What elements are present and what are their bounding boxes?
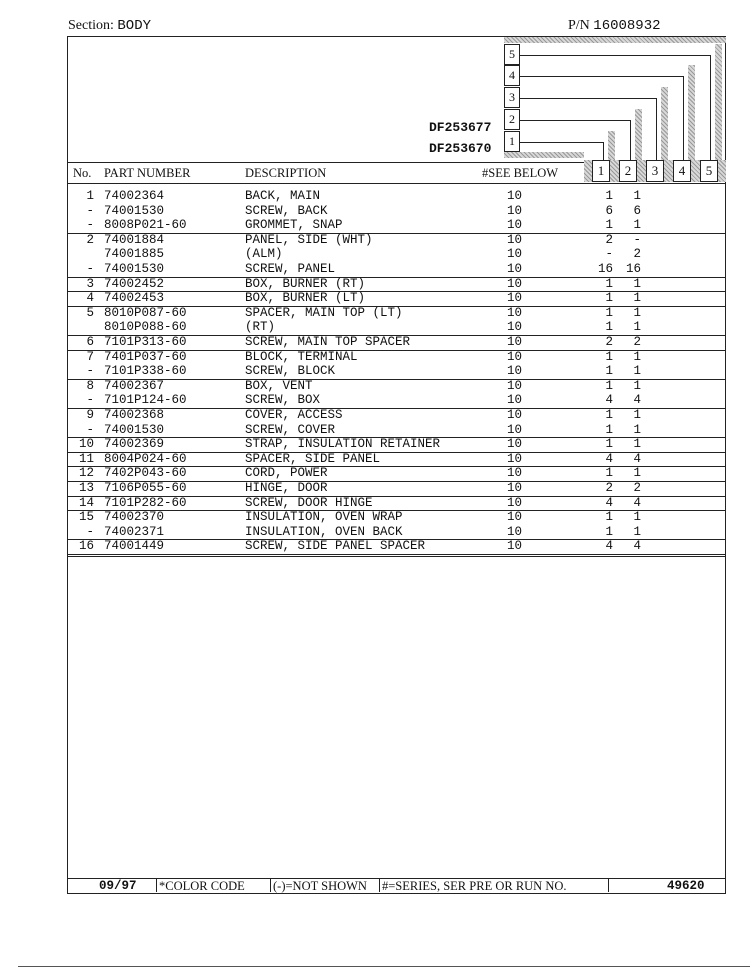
series-2-qty: 1: [633, 510, 641, 525]
series-1-qty: 1: [605, 276, 613, 291]
table-row: [67, 452, 726, 468]
model-box-5: 5: [504, 44, 520, 65]
item-number: -: [86, 218, 94, 233]
footer-color-code: *COLOR CODE: [159, 879, 245, 893]
table-row: [67, 481, 726, 497]
part-number: 8010P087-60: [104, 305, 187, 320]
series-2-qty: 1: [633, 378, 641, 393]
see-below: 10: [507, 481, 523, 495]
see-below: 10: [507, 510, 523, 525]
table-row: [67, 291, 726, 307]
series-2-qty: 4: [633, 451, 641, 466]
part-number: 7401P037-60: [104, 349, 187, 364]
see-below: 10: [507, 335, 523, 349]
table-row: [67, 525, 726, 541]
description: GROMMET, SNAP: [245, 218, 343, 233]
description: SCREW, COVER: [245, 422, 336, 437]
see-below: 10: [507, 276, 523, 291]
description: (RT): [245, 320, 276, 335]
col-no: No.: [73, 166, 92, 180]
see-below: 10: [507, 437, 523, 452]
see-below: 10: [507, 262, 523, 276]
description: CORD, POWER: [245, 466, 328, 481]
part-number: 7402P043-60: [104, 466, 187, 481]
item-number: 12: [78, 466, 94, 481]
description: SCREW, MAIN TOP SPACER: [245, 335, 411, 349]
description: (ALM): [245, 247, 283, 262]
description: SCREW, DOOR HINGE: [245, 495, 373, 510]
description: BOX, BURNER (RT): [245, 276, 366, 291]
table-row: [67, 262, 726, 278]
see-below: 10: [507, 539, 523, 554]
description: COVER, ACCESS: [245, 408, 343, 422]
see-below: 10: [507, 232, 523, 247]
section-heading: [68, 18, 151, 34]
series-2-qty: 1: [633, 422, 641, 437]
series-1-qty: 1: [605, 305, 613, 320]
see-below: 10: [507, 451, 523, 466]
item-number: -: [86, 262, 94, 276]
series-1-qty: 2: [605, 232, 613, 247]
part-number: 74001885: [104, 247, 165, 262]
description: BACK, MAIN: [245, 189, 321, 203]
series-2-qty: 4: [633, 495, 641, 510]
series-2-qty: 1: [633, 276, 641, 291]
series-1-qty: 2: [605, 335, 613, 349]
see-below: 10: [507, 291, 523, 306]
series-1-qty: 1: [605, 524, 613, 539]
item-number: 11: [78, 451, 94, 466]
page-bottom-rule: [18, 966, 750, 967]
col-see-below: #SEE BELOW: [482, 166, 559, 180]
series-1-qty: 1: [605, 437, 613, 452]
series-1-qty: 4: [605, 451, 613, 466]
model-label-1: DF253677: [429, 120, 492, 135]
see-below: 10: [507, 320, 523, 335]
series-2-qty: 2: [633, 247, 641, 262]
series-1-qty: 1: [605, 364, 613, 379]
part-number: 74002367: [104, 378, 165, 393]
series-2-qty: 4: [633, 393, 641, 408]
series-2-qty: 6: [633, 203, 641, 218]
col-description: DESCRIPTION: [245, 166, 327, 180]
series-2-qty: 1: [633, 364, 641, 379]
series-2-qty: 2: [633, 481, 641, 495]
item-number: 8: [86, 378, 94, 393]
see-below: 10: [507, 378, 523, 393]
footer-date: 09/97: [99, 879, 137, 893]
table-row: [67, 189, 726, 204]
series-header-1: 1: [592, 160, 610, 182]
description: STRAP, INSULATION RETAINER: [245, 437, 441, 452]
item-number: -: [86, 364, 94, 379]
series-header-2: 2: [619, 160, 637, 182]
model-box-1: 1: [504, 131, 520, 152]
item-number: 4: [86, 291, 94, 306]
description: BOX, BURNER (LT): [245, 291, 366, 306]
item-number: -: [86, 524, 94, 539]
series-2-qty: -: [633, 232, 641, 247]
series-1-qty: 4: [605, 539, 613, 554]
table-row: [67, 466, 726, 482]
item-number: 3: [86, 276, 94, 291]
series-1-qty: 2: [605, 481, 613, 495]
part-number: 8004P024-60: [104, 451, 187, 466]
series-2-qty: 1: [633, 524, 641, 539]
table-row: [67, 277, 726, 293]
see-below: 10: [507, 495, 523, 510]
series-1-qty: 1: [605, 218, 613, 233]
series-1-qty: 1: [605, 466, 613, 481]
series-1-qty: 1: [605, 378, 613, 393]
description: BLOCK, TERMINAL: [245, 349, 358, 364]
part-number: 74002369: [104, 437, 165, 452]
series-1-qty: 4: [605, 393, 613, 408]
see-below: 10: [507, 218, 523, 233]
series-2-qty: 2: [633, 335, 641, 349]
series-1-qty: 1: [605, 510, 613, 525]
description: SCREW, BLOCK: [245, 364, 336, 379]
item-number: 9: [86, 408, 94, 422]
model-label-2: DF253670: [429, 141, 492, 156]
part-number: 74002453: [104, 291, 165, 306]
table-row: [67, 496, 726, 512]
footer-series-note: #=SERIES, SER PRE OR RUN NO.: [382, 879, 567, 893]
series-1-qty: 6: [605, 203, 613, 218]
item-number: -: [86, 393, 94, 408]
series-header-3: 3: [646, 160, 664, 182]
series-2-qty: 1: [633, 218, 641, 233]
see-below: 10: [507, 203, 523, 218]
part-number: 74002364: [104, 189, 165, 203]
part-number: 8008P021-60: [104, 218, 187, 233]
description: INSULATION, OVEN BACK: [245, 524, 403, 539]
table-row: [67, 393, 726, 409]
description: HINGE, DOOR: [245, 481, 328, 495]
table-row: [67, 539, 726, 555]
see-below: 10: [507, 466, 523, 481]
item-number: 2: [86, 232, 94, 247]
table-row: [67, 364, 726, 380]
table-row: [67, 233, 726, 248]
see-below: 10: [507, 393, 523, 408]
description: SCREW, BACK: [245, 203, 328, 218]
item-number: 13: [78, 481, 94, 495]
part-number: 74002371: [104, 524, 165, 539]
series-1-qty: 4: [605, 495, 613, 510]
part-number: 74002452: [104, 276, 165, 291]
table-row: [67, 247, 726, 262]
part-number: 7106P055-60: [104, 481, 187, 495]
series-1-qty: 1: [605, 422, 613, 437]
series-1-qty: 16: [597, 262, 613, 276]
see-below: 10: [507, 422, 523, 437]
series-1-qty: 1: [605, 320, 613, 335]
footer-page-number: 49620: [667, 879, 705, 893]
description: PANEL, SIDE (WHT): [245, 232, 373, 247]
see-below: 10: [507, 408, 523, 422]
item-number: -: [86, 203, 94, 218]
part-number: 74001530: [104, 203, 165, 218]
part-number-heading: [568, 18, 661, 34]
item-number: 5: [86, 305, 94, 320]
model-box-4: 4: [504, 65, 520, 86]
item-number: 16: [78, 539, 94, 554]
series-header-5: 5: [700, 160, 718, 182]
part-number: 8010P088-60: [104, 320, 187, 335]
series-1-qty: 1: [605, 189, 613, 203]
series-2-qty: 1: [633, 189, 641, 203]
pn-value: 16008932: [593, 18, 661, 34]
description: SCREW, BOX: [245, 393, 321, 408]
series-1-qty: 1: [605, 349, 613, 364]
part-number: 7101P282-60: [104, 495, 187, 510]
table-row: [67, 423, 726, 439]
series-2-qty: 4: [633, 539, 641, 554]
model-box-2: 2: [504, 109, 520, 130]
description: BOX, VENT: [245, 378, 313, 393]
item-number: 14: [78, 495, 94, 510]
table-row: [67, 350, 726, 365]
part-number: 74002370: [104, 510, 165, 525]
table-row: [67, 408, 726, 423]
series-header-4: 4: [673, 160, 691, 182]
description: SPACER, SIDE PANEL: [245, 451, 381, 466]
see-below: 10: [507, 524, 523, 539]
item-number: 7: [86, 349, 94, 364]
model-box-3: 3: [504, 87, 520, 108]
see-below: 10: [507, 305, 523, 320]
table-row: [67, 218, 726, 234]
item-number: 1: [86, 189, 94, 203]
part-number: 74002368: [104, 408, 165, 422]
part-number: 74001884: [104, 232, 165, 247]
series-1-qty: 1: [605, 291, 613, 306]
part-number: 7101P313-60: [104, 335, 187, 349]
table-row: [67, 379, 726, 394]
table-row: [67, 437, 726, 453]
part-number: 74001530: [104, 422, 165, 437]
col-part-number: PART NUMBER: [104, 166, 191, 180]
table-row: [67, 335, 726, 351]
description: SCREW, PANEL: [245, 262, 336, 276]
see-below: 10: [507, 189, 523, 203]
description: INSULATION, OVEN WRAP: [245, 510, 403, 525]
table-row: [67, 204, 726, 219]
series-2-qty: 1: [633, 466, 641, 481]
part-number: 74001530: [104, 262, 165, 276]
series-1-qty: -: [605, 247, 613, 262]
table-row: [67, 306, 726, 321]
table-row: [67, 320, 726, 336]
item-number: 10: [78, 437, 94, 452]
footer-not-shown: (-)=NOT SHOWN: [273, 879, 367, 893]
see-below: 10: [507, 349, 523, 364]
pn-label: P/N: [568, 18, 590, 33]
table-row: [67, 510, 726, 525]
item-number: 6: [86, 335, 94, 349]
series-2-qty: 1: [633, 291, 641, 306]
series-2-qty: 16: [625, 262, 641, 276]
series-2-qty: 1: [633, 437, 641, 452]
series-2-qty: 1: [633, 349, 641, 364]
see-below: 10: [507, 364, 523, 379]
series-2-qty: 1: [633, 408, 641, 422]
section-label: Section:: [68, 18, 114, 33]
see-below: 10: [507, 247, 523, 262]
part-number: 7101P124-60: [104, 393, 187, 408]
item-number: 15: [78, 510, 94, 525]
description: SCREW, SIDE PANEL SPACER: [245, 539, 426, 554]
section-value: BODY: [117, 18, 151, 34]
series-2-qty: 1: [633, 320, 641, 335]
item-number: -: [86, 422, 94, 437]
description: SPACER, MAIN TOP (LT): [245, 305, 403, 320]
series-1-qty: 1: [605, 408, 613, 422]
part-number: 74001449: [104, 539, 165, 554]
table-end-rule: [67, 556, 726, 557]
series-2-qty: 1: [633, 305, 641, 320]
part-number: 7101P338-60: [104, 364, 187, 379]
footer-row: [67, 878, 726, 894]
